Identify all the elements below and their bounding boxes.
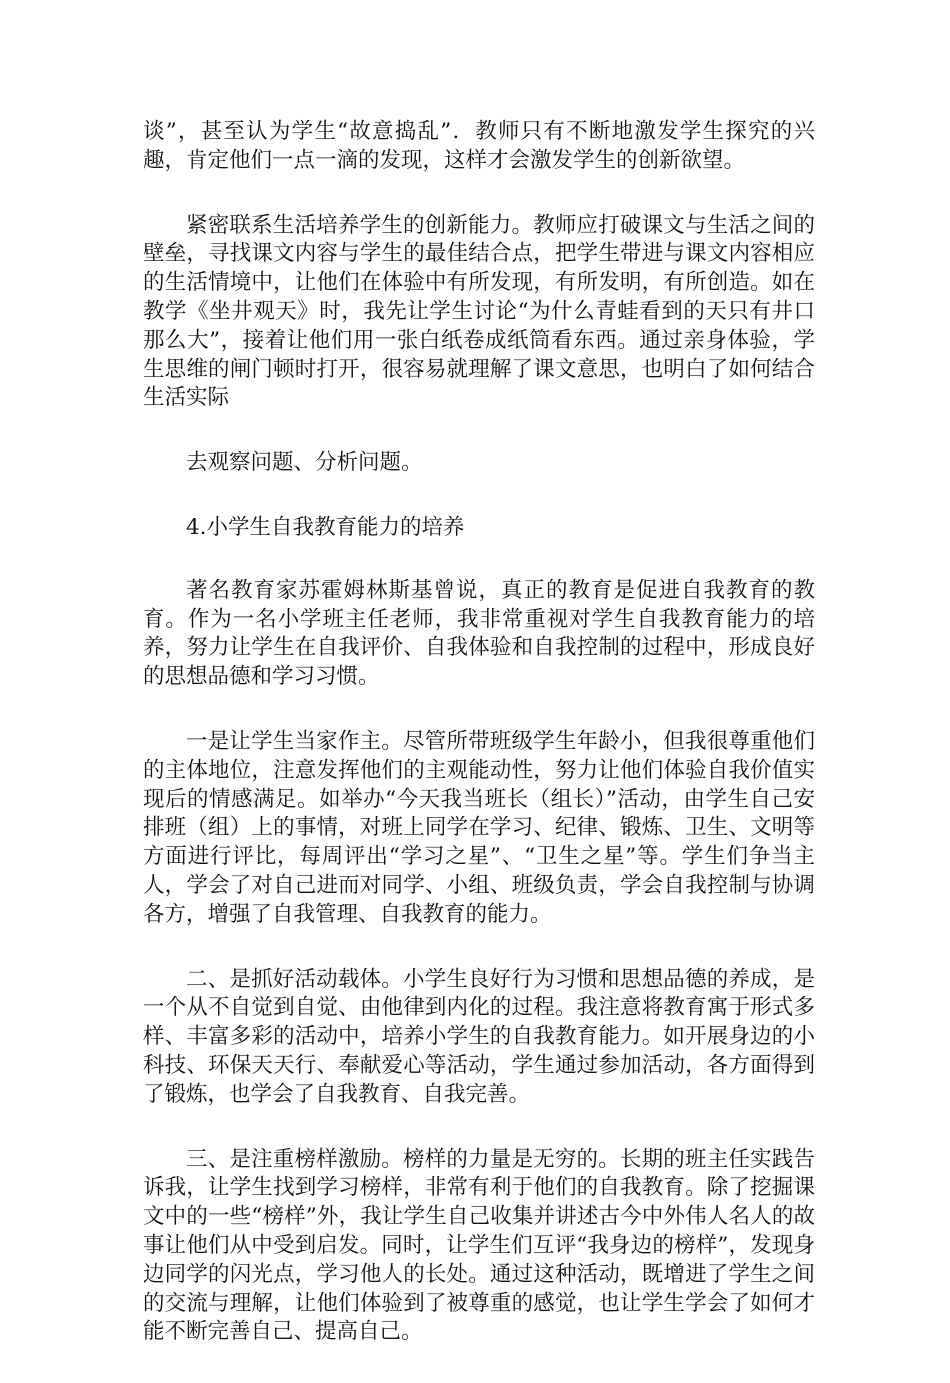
paragraph-creative-life: 紧密联系生活培养学生的创新能力。教师应打破课文与生活之间的壁垒，寻找课文内容与学生的最佳结合点，把学生带进与课文内容相应的生活情境中，让他们在体验中有所发现，有所发明，有所创造。如在教学《坐井观天》时，我先让学生讨论“为什么青蛙看到的天只有井口那么大”，接着让他们用一张白纸卷成纸筒看东西。通过亲身体验，学生思维的闸门顿时打开，很容易就理解了课文意思，也明白了如何结合生活实际 [143, 212, 815, 411]
paragraph-point-three: 三、是注重榜样激励。榜样的力量是无穷的。长期的班主任实践告诉我，让学生找到学习榜样，非常有利于他们的自我教育。除了挖掘课文中的一些“榜样”外，我让学生自己收集并讲述古今中外伟人名人的故事让他们从中受到启发。同时，让学生们互评“我身边的榜样”，发现身边同学的闪光点，学习他人的长处。通过这种活动，既增进了学生之间的交流与理解，让他们体验到了被尊重的感觉，也让学生学会了如何才能不断完善自己、提高自己。 [143, 1146, 815, 1345]
paragraph-point-one: 一是让学生当家作主。尽管所带班级学生年龄小，但我很尊重他们的主体地位，注意发挥他们的主观能动性，努力让他们体验自我价值实现后的情感满足。如举办“今天我当班长（组长）”活动，由学生自己安排班（组）上的事情，对班上同学在学习、纪律、锻炼、卫生、文明等方面进行评比，每周评出“学习之星”、“卫生之星”等。学生们争当主人，学会了对自己进而对同学、小组、班级负责，学会自我控制与协调各方，增强了自我管理、自我教育的能力。 [143, 728, 815, 927]
paragraph-point-two: 二、是抓好活动载体。小学生良好行为习惯和思想品德的养成，是一个从不自觉到自觉、由他律到内化的过程。我注意将教育寓于形式多样、丰富多彩的活动中，培养小学生的自我教育能力。如开展身边的小科技、环保天天行、奉献爱心等活动，学生通过参加活动，各方面得到了锻炼，也学会了自我教育、自我完善。 [143, 966, 815, 1107]
continued-paragraph: 谈”，甚至认为学生“故意捣乱”．教师只有不断地激发学生探究的兴趣，肯定他们一点一滴的发现，这样才会激发学生的创新欲望。 [143, 119, 815, 173]
section-heading: 4.小学生自我教育能力的培养 [186, 514, 465, 540]
paragraph-continuation: 去观察问题、分析问题。 [186, 450, 423, 476]
document-page [143, 118, 815, 1383]
paragraph-self-education: 著名教育家苏霍姆林斯基曾说，真正的教育是促进自我教育的教育。作为一名小学班主任老师，我非常重视对学生自我教育能力的培养，努力让学生在自我评价、自我体验和自我控制的过程中，形成良好的思想品德和学习习惯。 [143, 577, 815, 690]
